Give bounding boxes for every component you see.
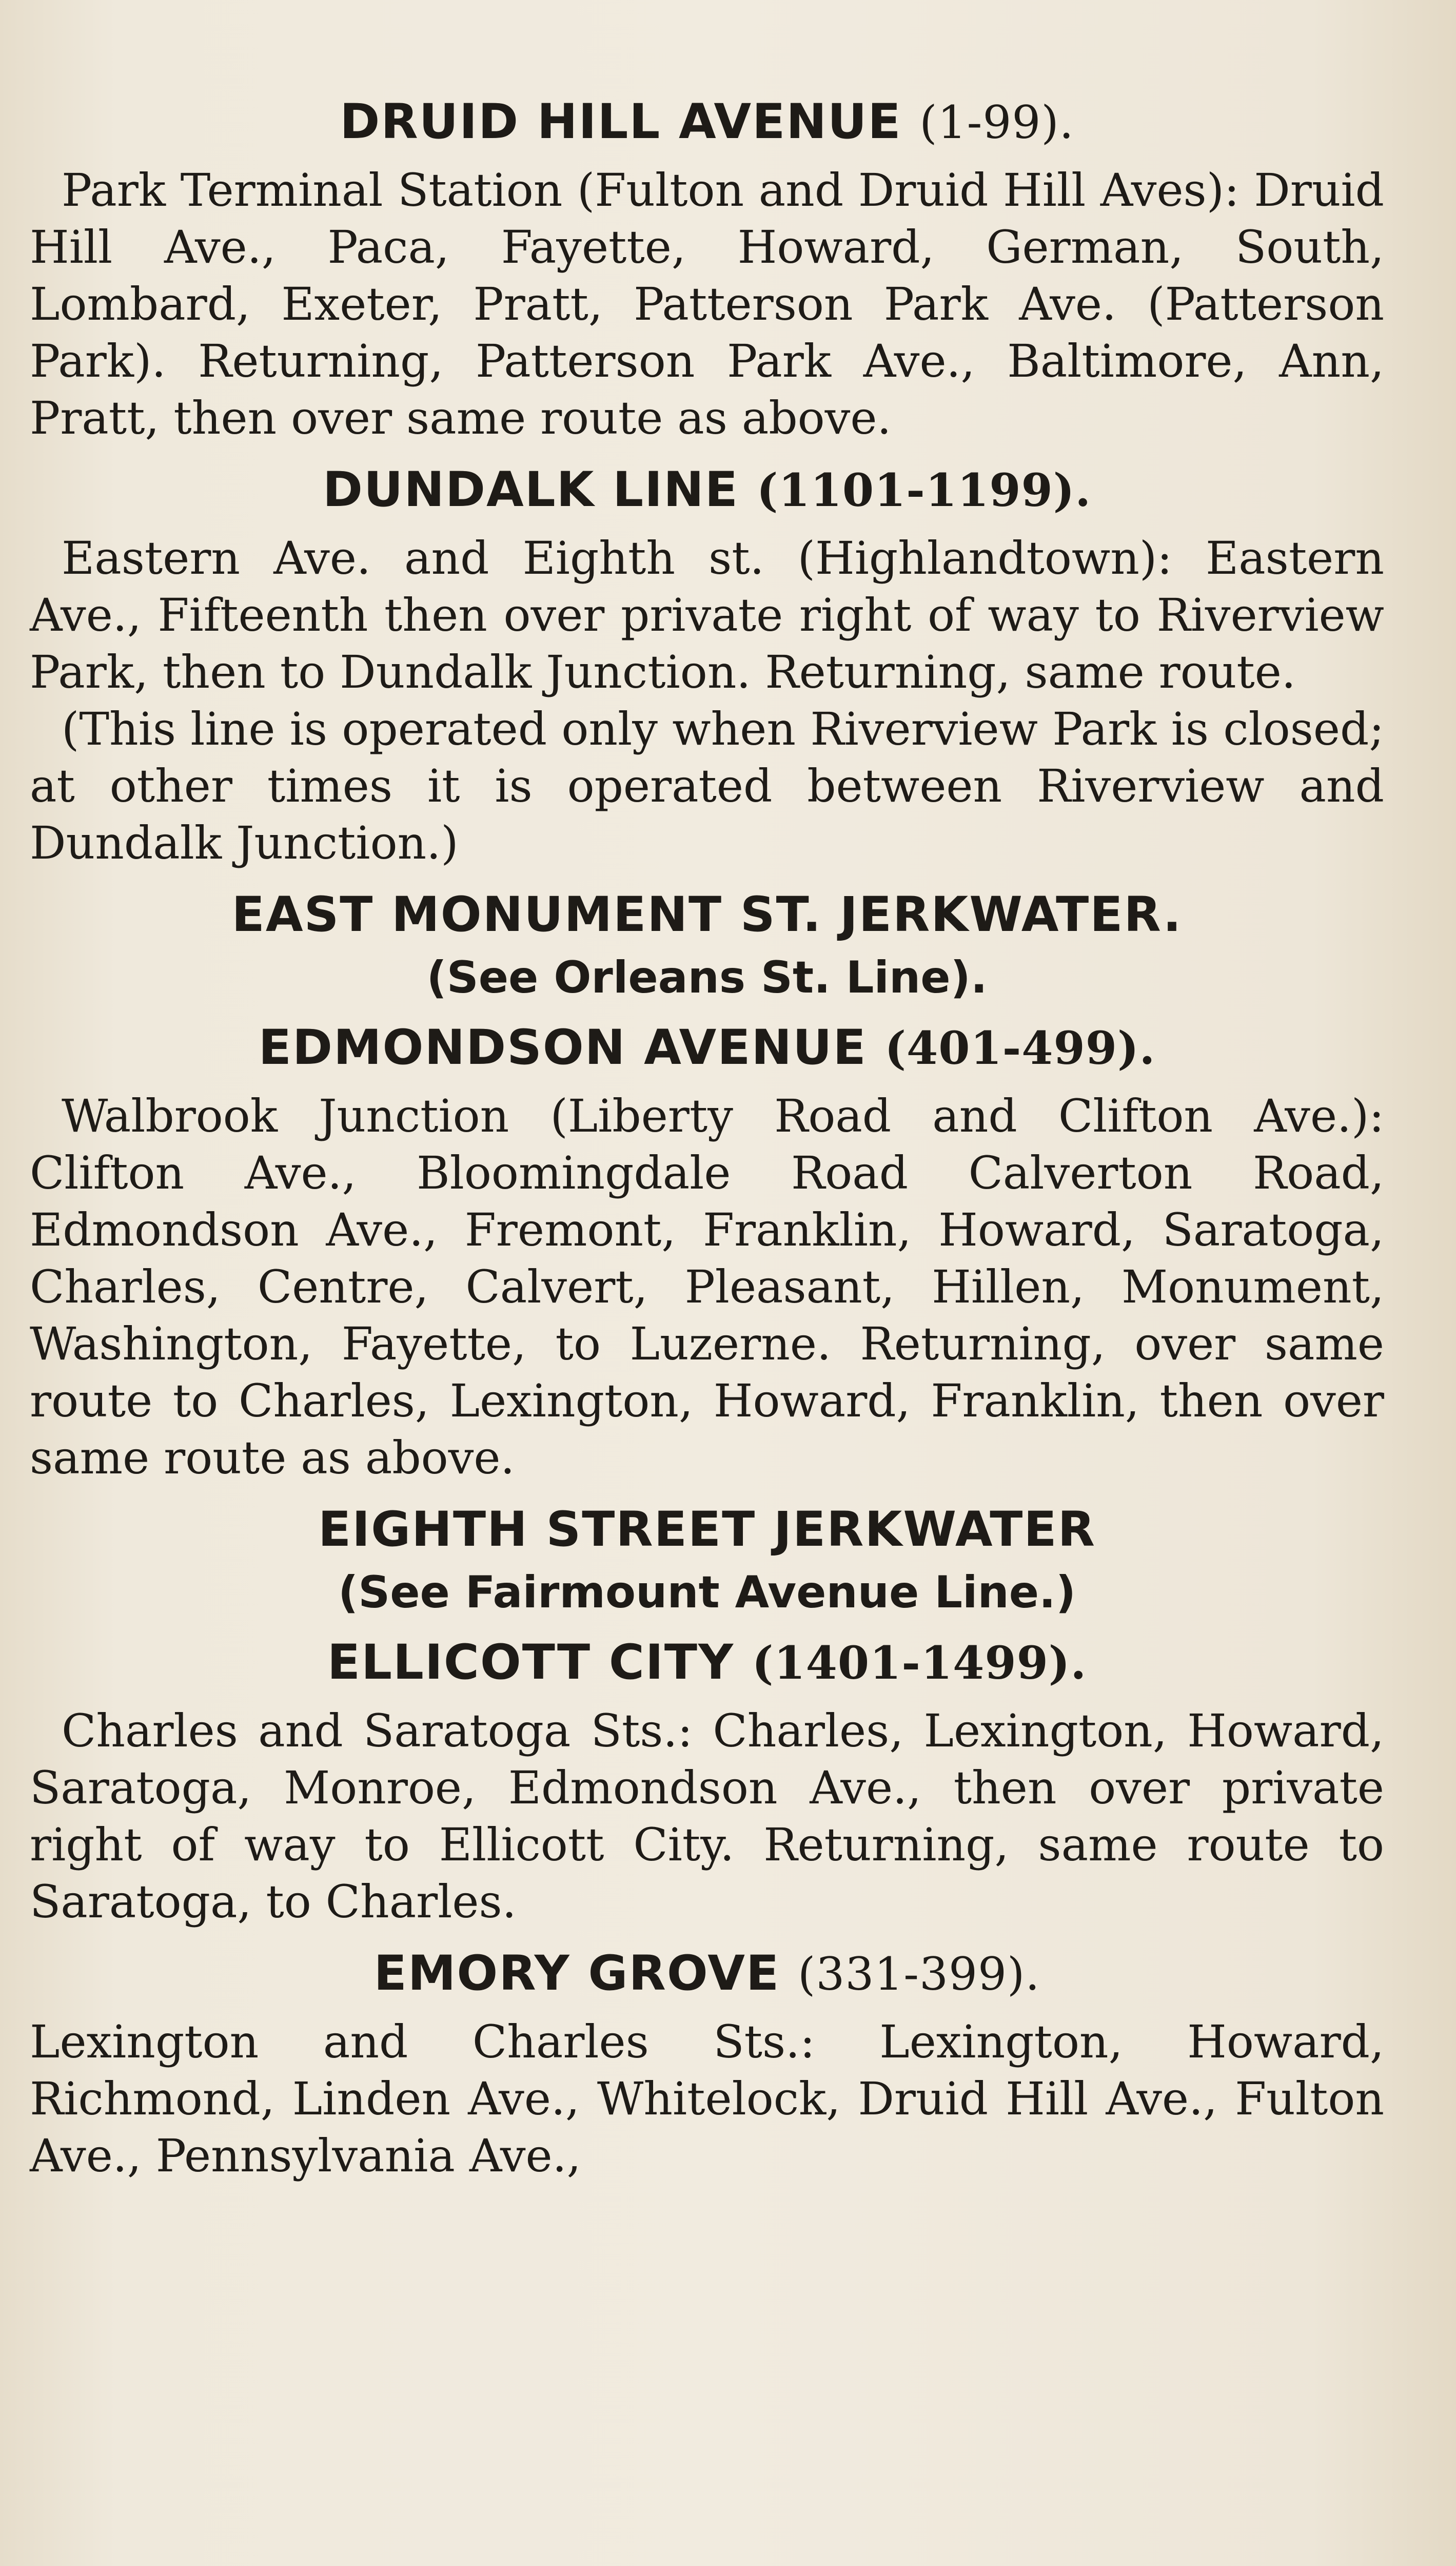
route-description: Lexington and Charles Sts.: Lexington, Howard, Richmond, Linden Ave., Whitelock, Druid Hill Ave., Fulton Ave., Pennsylvania Ave.,: [30, 2015, 1384, 2182]
route-description: Eastern Ave. and Eighth st. (Highlandtown): Eastern Ave., Fifteenth then over private right of way to Riverview Park, then to Dundalk Junction. Returning, same route.: [30, 532, 1384, 698]
route-number-range: (1101-1199).: [756, 463, 1092, 517]
route-number-range: (1401-1499).: [752, 1636, 1087, 1689]
section-heading-east-monument-jerkwater: [30, 883, 1384, 947]
section-title: ELLICOTT CITY: [327, 1635, 735, 1690]
route-description: Charles and Saratoga Sts.: Charles, Lexington, Howard, Saratoga, Monroe, Edmondson Ave., then over private right of way to Ellicott City. Returning, same route to Saratoga, to Charles.: [30, 1704, 1384, 1928]
section-body-ellicott-city: [30, 1702, 1384, 1930]
section-body-dundalk-line: [30, 530, 1384, 871]
section-heading-eighth-street-jerkwater: [30, 1498, 1384, 1562]
section-title: EDMONDSON AVENUE: [258, 1020, 867, 1076]
section-heading-dundalk-line: [30, 458, 1384, 522]
route-number-range: (1-99).: [919, 96, 1074, 149]
section-heading-edmondson-avenue: [30, 1016, 1384, 1080]
section-body-emory-grove: [30, 2013, 1384, 2184]
section-body-druid-hill-avenue: [30, 162, 1384, 446]
route-description: Walbrook Junction (Liberty Road and Clifton Ave.): Clifton Ave., Bloomingdale Road Calverton Road, Edmondson Ave., Fremont, Franklin, Howard, Saratoga, Charles, Centre, Calvert, Pleasant, Hillen, Monument, Washington, Fayette, to Luzerne. Returning, over same route to Charles, Lexington, Howard, Franklin, then over same route as above.: [30, 1090, 1384, 1484]
section-heading-druid-hill-avenue: [30, 90, 1384, 154]
section-title: EMORY GROVE: [373, 1946, 780, 2001]
route-number-range: (401-499).: [884, 1021, 1156, 1075]
section-title: EIGHTH STREET JERKWATER: [318, 1502, 1096, 1558]
section-body-edmondson-avenue: [30, 1087, 1384, 1486]
cross-reference: (See Orleans St. Line).: [426, 952, 988, 1003]
route-note: (This line is operated only when Riverview Park is closed; at other times it is operated between Riverview and Dundalk Junction.): [30, 703, 1384, 869]
route-description: Park Terminal Station (Fulton and Druid Hill Aves): Druid Hill Ave., Paca, Fayette, Howard, German, South, Lombard, Exeter, Pratt, Patterson Park Ave. (Patterson Park). Returning, Patterson Park Ave., Baltimore, Ann, Pratt, then over same route as above.: [30, 164, 1384, 444]
section-title: DRUID HILL AVENUE: [340, 94, 902, 150]
cross-reference: (See Fairmount Avenue Line.): [338, 1567, 1076, 1618]
document-content: [30, 90, 1384, 2195]
section-title: DUNDALK LINE: [322, 462, 739, 518]
route-number-range: (331-399).: [798, 1948, 1040, 2000]
section-heading-emory-grove: [30, 1941, 1384, 2006]
section-heading-ellicott-city: [30, 1630, 1384, 1695]
section-title: EAST MONUMENT ST. JERKWATER.: [231, 887, 1183, 943]
